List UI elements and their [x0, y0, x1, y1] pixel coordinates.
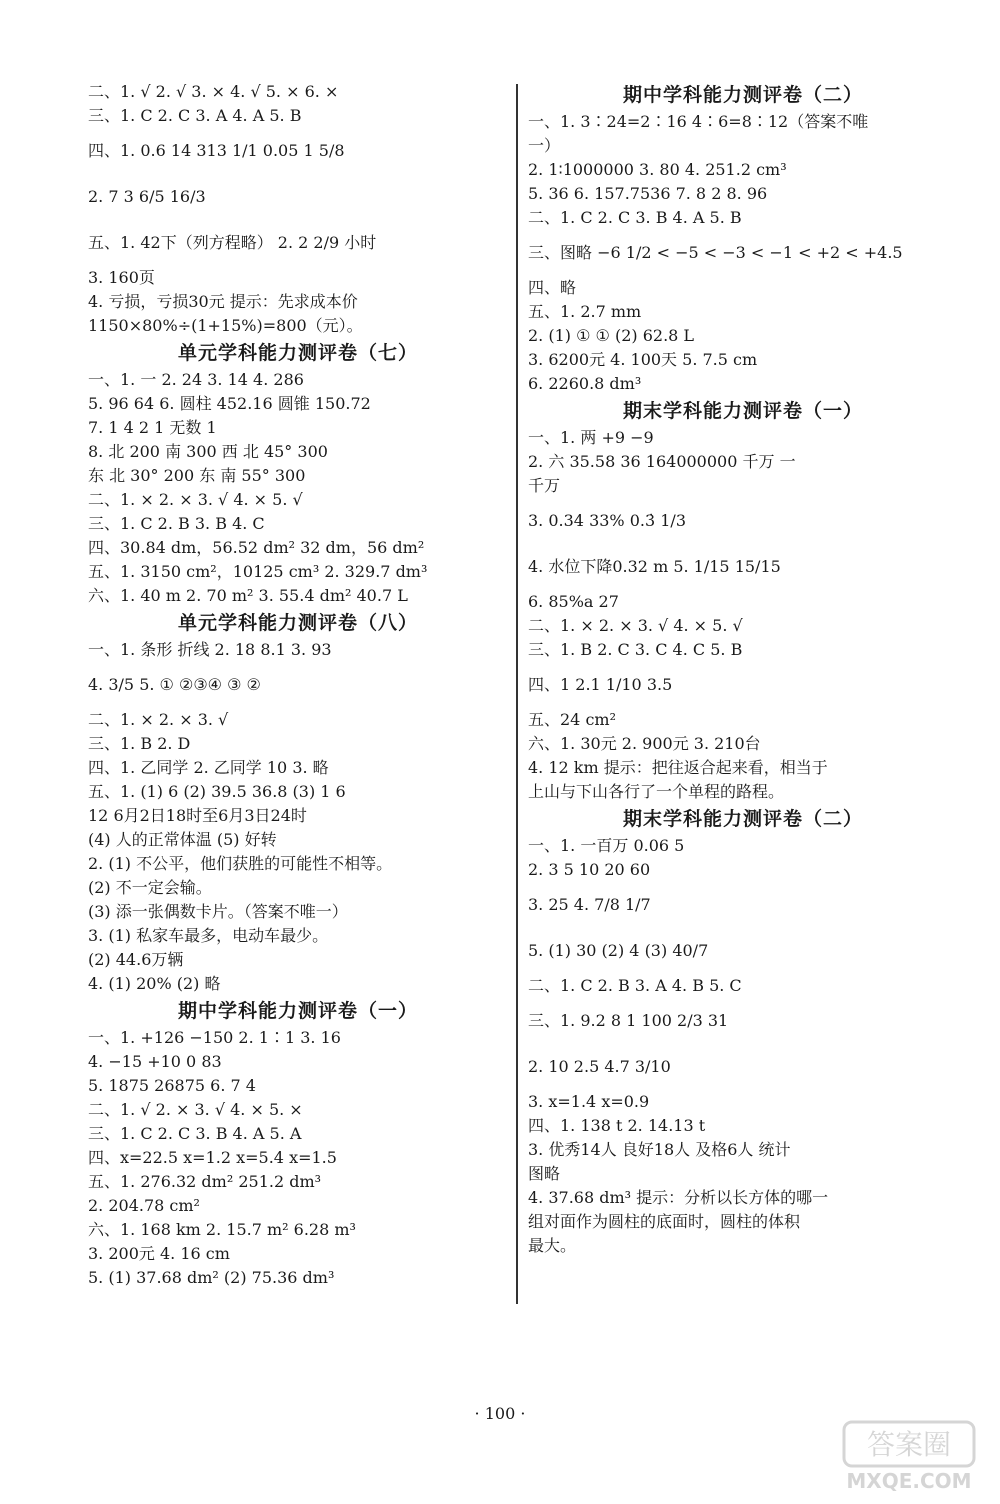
answer-line: 4. (1) 20% (2) 略	[88, 974, 221, 993]
answer-line: 一）	[528, 136, 561, 155]
svg-text:MXQE.COM: MXQE.COM	[846, 1469, 972, 1493]
answer-line: 5. (1) 37.68 dm² (2) 75.36 dm³	[88, 1268, 335, 1287]
answer-line: 5. 96 64 6. 圆柱 452.16 圆锥 150.72	[88, 394, 371, 413]
answer-line: 一、1. 3∶24=2∶16 4∶6=8∶12（答案不唯	[528, 112, 869, 131]
answer-line: 一、1. +126 −150 2. 1∶1 3. 16	[88, 1028, 341, 1047]
answer-line: 六、1. 168 km 2. 15.7 m² 6.28 m³	[88, 1220, 356, 1239]
answer-line: 1150×80%÷(1+15%)=800（元）。	[88, 316, 363, 335]
section-heading: 期中学科能力测评卷（二）	[622, 84, 863, 106]
svg-text:答案圈: 答案圈	[866, 1428, 952, 1461]
answer-line: 五、1. 3150 cm²，10125 cm³ 2. 329.7 dm³	[88, 562, 428, 581]
right-column	[528, 80, 958, 1258]
answer-line: 三、1. C 2. B 3. B 4. C	[88, 514, 265, 533]
answer-line: 五、1. (1) 6 (2) 39.5 36.8 (3) 1 6	[88, 782, 346, 801]
answer-line: 一、1. 一 2. 24 3. 14 4. 286	[88, 370, 304, 389]
answer-line: 五、1. 42下（列方程略） 2. 2 2/9 小时	[88, 233, 377, 252]
answer-line: 四、30.84 dm，56.52 dm² 32 dm，56 dm²	[88, 538, 425, 557]
answer-line: 上山与下山各行了一个单程的路程。	[528, 782, 785, 801]
answer-line: 3. 优秀14人 良好18人 及格6人 统计	[528, 1140, 791, 1159]
answer-line: (2) 44.6万辆	[88, 950, 184, 969]
answer-line: 三、1. 9.2 8 1 100 2/3 31	[528, 1011, 729, 1030]
answer-line: 3. 200元 4. 16 cm	[88, 1244, 230, 1263]
answer-line: 4. −15 +10 0 83	[88, 1052, 222, 1071]
answer-line: 3. (1) 私家车最多，电动车最少。	[88, 926, 329, 945]
answer-line: 六、1. 30元 2. 900元 3. 210台	[528, 734, 761, 753]
answer-line: 4. 37.68 dm³ 提示：分析以长方体的哪一	[528, 1188, 829, 1207]
answer-line: 3. 160页	[88, 268, 155, 287]
answer-line: 2. (1) ① ① (2) 62.8 L	[528, 326, 695, 345]
column-divider	[516, 84, 518, 1304]
answer-line: 2. (1) 不公平，他们获胜的可能性不相等。	[88, 854, 393, 873]
answer-line: 四、1 2.1 1/10 3.5	[528, 675, 673, 694]
answer-line: 东 北 30° 200 东 南 55° 300	[88, 466, 306, 485]
section-heading: 单元学科能力测评卷（八）	[177, 612, 418, 634]
answer-line: (2) 不一定会输。	[88, 878, 212, 897]
answer-line: 千万	[528, 476, 561, 495]
answer-line: 二、1. C 2. B 3. A 4. B 5. C	[528, 976, 742, 995]
answer-line: 二、1. C 2. C 3. B 4. A 5. B	[528, 208, 742, 227]
answer-line: 五、1. 276.32 dm² 251.2 dm³	[88, 1172, 322, 1191]
answer-line: 5. (1) 30 (2) 4 (3) 40/7	[528, 941, 709, 960]
answer-line: 2. 204.78 cm²	[88, 1196, 200, 1215]
answer-line: 五、24 cm²	[528, 710, 616, 729]
answer-line: 3. 25 4. 7/8 1/7	[528, 895, 651, 914]
answer-line: 3. 6200元 4. 100天 5. 7.5 cm	[528, 350, 758, 369]
answer-line: 图略	[528, 1164, 561, 1183]
answer-line: (4) 人的正常体温 (5) 好转	[88, 830, 277, 849]
answer-line: 5. 1875 26875 6. 7 4	[88, 1076, 256, 1095]
answer-line: 8. 北 200 南 300 西 北 45° 300	[88, 442, 328, 461]
section-heading: 期中学科能力测评卷（一）	[177, 1000, 418, 1022]
answer-line: 二、1. × 2. × 3. √	[88, 710, 229, 729]
answer-line: 四、x=22.5 x=1.2 x=5.4 x=1.5	[88, 1148, 337, 1167]
answer-line: (3) 添一张偶数卡片。（答案不唯一）	[88, 902, 348, 921]
watermark-logo	[834, 1416, 984, 1496]
answer-line: 三、1. B 2. C 3. C 4. C 5. B	[528, 640, 743, 659]
answer-line: 二、1. √ 2. × 3. √ 4. × 5. ×	[88, 1100, 303, 1119]
answer-line: 六、1. 40 m 2. 70 m² 3. 55.4 dm² 40.7 L	[88, 586, 408, 605]
section-heading: 期末学科能力测评卷（一）	[622, 400, 863, 422]
answer-line: 4. 亏损，亏损30元 提示：先求成本价	[88, 292, 358, 311]
answer-line: 6. 85%a 27	[528, 592, 619, 611]
section-heading: 期末学科能力测评卷（二）	[622, 808, 863, 830]
answer-line: 三、图略 −6 1/2 < −5 < −3 < −1 < +2 < +4.5	[528, 243, 903, 262]
answer-line: 3. x=1.4 x=0.9	[528, 1092, 650, 1111]
answer-line: 四、1. 0.6 14 313 1/1 0.05 1 5/8	[88, 141, 345, 160]
answer-line: 三、1. B 2. D	[88, 734, 191, 753]
answer-line: 二、1. × 2. × 3. √ 4. × 5. √	[528, 616, 743, 635]
answer-line: 2. 10 2.5 4.7 3/10	[528, 1057, 671, 1076]
answer-line: 二、1. √ 2. √ 3. × 4. √ 5. × 6. ×	[88, 82, 339, 101]
answer-line: 2. 1∶1000000 3. 80 4. 251.2 cm³	[528, 160, 787, 179]
page-number: · 100 ·	[474, 1404, 526, 1423]
answer-line: 4. 水位下降0.32 m 5. 1/15 15/15	[528, 557, 781, 576]
answer-line: 五、1. 2.7 mm	[528, 302, 642, 321]
answer-line: 2. 7 3 6/5 16/3	[88, 187, 206, 206]
answer-line: 12 6月2日18时至6月3日24时	[88, 806, 307, 825]
answer-line: 一、1. 两 +9 −9	[528, 428, 654, 447]
answer-line: 2. 3 5 10 20 60	[528, 860, 651, 879]
answer-line: 四、1. 138 t 2. 14.13 t	[528, 1116, 706, 1135]
left-column	[88, 80, 508, 1290]
answer-line: 二、1. × 2. × 3. √ 4. × 5. √	[88, 490, 303, 509]
answer-line: 四、略	[528, 278, 577, 297]
answer-line: 三、1. C 2. C 3. B 4. A 5. A	[88, 1124, 302, 1143]
answer-line: 四、1. 乙同学 2. 乙同学 10 3. 略	[88, 758, 329, 777]
answer-line: 4. 3/5 5. ① ②③④ ③ ②	[88, 675, 261, 694]
answer-line: 最大。	[528, 1236, 577, 1255]
answer-line: 2. 六 35.58 36 164000000 千万 一	[528, 452, 796, 471]
answer-line: 5. 36 6. 157.7536 7. 8 2 8. 96	[528, 184, 768, 203]
section-heading: 单元学科能力测评卷（七）	[177, 342, 418, 364]
answer-line: 一、1. 条形 折线 2. 18 8.1 3. 93	[88, 640, 332, 659]
answer-line: 7. 1 4 2 1 无数 1	[88, 418, 217, 437]
answer-line: 组对面作为圆柱的底面时，圆柱的体积	[528, 1212, 801, 1231]
answer-line: 三、1. C 2. C 3. A 4. A 5. B	[88, 106, 302, 125]
answer-line: 一、1. 一百万 0.06 5	[528, 836, 685, 855]
answer-line: 4. 12 km 提示：把往返合起来看，相当于	[528, 758, 828, 777]
answer-line: 3. 0.34 33% 0.3̇ 1/3	[528, 511, 686, 530]
answer-line: 6. 2260.8 dm³	[528, 374, 642, 393]
